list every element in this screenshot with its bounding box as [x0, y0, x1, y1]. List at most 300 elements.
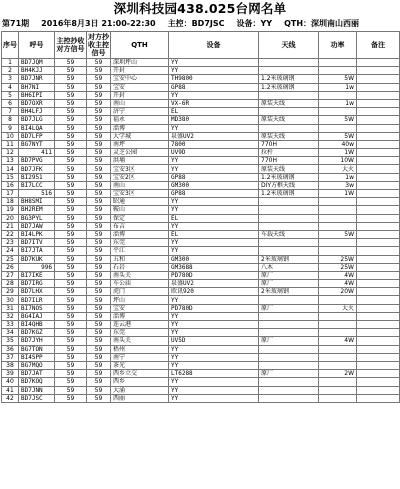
cell-callsign: BH2REM	[19, 206, 55, 214]
cell-equipment: YY	[169, 296, 259, 304]
cell-peer-rx: 59	[87, 255, 111, 263]
cell-host-rx: 59	[55, 140, 87, 148]
cell-equipment: YY	[169, 198, 259, 206]
cell-no: 37	[2, 353, 19, 361]
cell-note	[357, 312, 400, 320]
cell-callsign: BG3PYL	[19, 214, 55, 222]
table-row	[2, 190, 400, 198]
cell-note	[357, 83, 400, 91]
cell-no: 28	[2, 280, 19, 288]
cell-host-rx: 59	[55, 345, 87, 353]
cell-no: 5	[2, 91, 19, 99]
table-row	[2, 198, 400, 206]
cell-qth: 西乡	[111, 378, 169, 386]
cell-note	[357, 247, 400, 255]
cell-no: 23	[2, 239, 19, 247]
cell-power	[319, 321, 357, 329]
header-note: 备注	[357, 32, 400, 59]
cell-antenna	[259, 124, 319, 132]
cell-equipment: YY	[169, 321, 259, 329]
cell-power: 5W	[319, 116, 357, 124]
table-row	[2, 247, 400, 255]
cell-qth: 坪山	[111, 296, 169, 304]
cell-equipment: YY	[169, 222, 259, 230]
cell-qth: 茶光	[111, 361, 169, 369]
cell-callsign: BD7JYH	[19, 337, 55, 345]
cell-peer-rx: 59	[87, 91, 111, 99]
table-row	[2, 329, 400, 337]
cell-no: 34	[2, 329, 19, 337]
cell-power	[319, 378, 357, 386]
cell-antenna: 原厂	[259, 271, 319, 279]
cell-note	[357, 157, 400, 165]
table-row	[2, 353, 400, 361]
cell-qth: 昭通	[111, 198, 169, 206]
header-callsign: 呼号	[19, 32, 55, 59]
cell-antenna	[259, 361, 319, 369]
cell-antenna: 1.2米玻璃钢	[259, 83, 319, 91]
table-row	[2, 206, 400, 214]
cell-host-rx: 59	[55, 280, 87, 288]
cell-peer-rx: 59	[87, 239, 111, 247]
cell-peer-rx: 59	[87, 149, 111, 157]
cell-peer-rx: 59	[87, 394, 111, 402]
cell-peer-rx: 59	[87, 59, 111, 67]
cell-antenna	[259, 312, 319, 320]
cell-host-rx: 59	[55, 255, 87, 263]
cell-callsign: BD7KOQ	[19, 378, 55, 386]
cell-note	[357, 378, 400, 386]
cell-host-rx: 59	[55, 99, 87, 107]
table-row	[2, 214, 400, 222]
cell-qth: 东莞	[111, 329, 169, 337]
table-row	[2, 296, 400, 304]
cell-qth: 西乡立交	[111, 370, 169, 378]
cell-antenna: DIY方框天线	[259, 181, 319, 189]
cell-host-rx: 59	[55, 239, 87, 247]
cell-power	[319, 206, 357, 214]
cell-power	[319, 67, 357, 75]
cell-equipment: PD780D	[169, 304, 259, 312]
cell-no: 36	[2, 345, 19, 353]
table-row	[2, 222, 400, 230]
cell-host-rx: 59	[55, 149, 87, 157]
cell-peer-rx: 59	[87, 165, 111, 173]
cell-qth: 开封	[111, 91, 169, 99]
cell-power: 1W	[319, 190, 357, 198]
cell-note	[357, 353, 400, 361]
cell-antenna	[259, 91, 319, 99]
cell-note	[357, 263, 400, 271]
cell-peer-rx: 59	[87, 198, 111, 206]
cell-power: 大火	[319, 165, 357, 173]
cell-antenna: 原厂	[259, 370, 319, 378]
cell-callsign: 516	[19, 190, 55, 198]
cell-host-rx: 59	[55, 198, 87, 206]
cell-peer-rx: 59	[87, 75, 111, 83]
cell-antenna	[259, 321, 319, 329]
cell-note	[357, 67, 400, 75]
cell-qth: 宝安2区	[111, 173, 169, 181]
cell-note	[357, 190, 400, 198]
cell-equipment: TH9800	[169, 75, 259, 83]
cell-note	[357, 345, 400, 353]
roster-table	[1, 31, 400, 403]
cell-note	[357, 288, 400, 296]
cell-equipment: YY	[169, 394, 259, 402]
cell-note	[357, 149, 400, 157]
cell-equipment: YY	[169, 67, 259, 75]
table-row	[2, 140, 400, 148]
cell-power: 4W	[319, 280, 357, 288]
session-number: 第71期	[2, 19, 30, 28]
table-row	[2, 108, 400, 116]
cell-no: 20	[2, 214, 19, 222]
cell-callsign: BG7NYT	[19, 140, 55, 148]
cell-qth: 济宁	[111, 108, 169, 116]
header-power: 功率	[319, 32, 357, 59]
cell-power: 1w	[319, 83, 357, 91]
cell-note	[357, 75, 400, 83]
cell-power	[319, 386, 357, 394]
cell-power: 5W	[319, 75, 357, 83]
cell-peer-rx: 59	[87, 206, 111, 214]
cell-note	[357, 337, 400, 345]
cell-callsign: BD7JAW	[19, 222, 55, 230]
cell-power	[319, 59, 357, 67]
cell-equipment: EL	[169, 108, 259, 116]
table-row	[2, 132, 400, 140]
table-row	[2, 337, 400, 345]
cell-no: 6	[2, 99, 19, 107]
cell-callsign: BD7JSC	[19, 394, 55, 402]
cell-peer-rx: 59	[87, 108, 111, 116]
table-row	[2, 255, 400, 263]
cell-no: 41	[2, 386, 19, 394]
cell-equipment: LT6288	[169, 370, 259, 378]
cell-no: 9	[2, 124, 19, 132]
cell-power	[319, 91, 357, 99]
cell-qth: 保定	[111, 214, 169, 222]
cell-note	[357, 124, 400, 132]
cell-callsign: BI7JTA	[19, 247, 55, 255]
cell-qth: 淄博	[111, 124, 169, 132]
cell-antenna	[259, 206, 319, 214]
cell-antenna: 原装天线	[259, 116, 319, 124]
cell-equipment: 泉盛UV2	[169, 132, 259, 140]
cell-no: 12	[2, 149, 19, 157]
cell-note	[357, 394, 400, 402]
session-host: 主控：BD7JSC	[167, 19, 225, 28]
cell-no: 31	[2, 304, 19, 312]
cell-power	[319, 329, 357, 337]
cell-antenna	[259, 108, 319, 116]
cell-equipment: MD380	[169, 116, 259, 124]
cell-host-rx: 59	[55, 230, 87, 238]
cell-qth: 宝安	[111, 304, 169, 312]
cell-callsign: BH4KJJ	[19, 67, 55, 75]
cell-no: 25	[2, 255, 19, 263]
cell-callsign: BH8SMI	[19, 198, 55, 206]
table-row	[2, 321, 400, 329]
cell-antenna	[259, 59, 319, 67]
cell-power	[319, 345, 357, 353]
cell-peer-rx: 59	[87, 116, 111, 124]
cell-note	[357, 304, 400, 312]
cell-note	[357, 91, 400, 99]
cell-note	[357, 214, 400, 222]
cell-peer-rx: 59	[87, 361, 111, 369]
cell-peer-rx: 59	[87, 304, 111, 312]
cell-equipment: YY	[169, 239, 259, 247]
cell-host-rx: 59	[55, 67, 87, 75]
cell-power: 40w	[319, 140, 357, 148]
cell-host-rx: 59	[55, 124, 87, 132]
table-row	[2, 75, 400, 83]
cell-qth: 深圳坪山	[111, 59, 169, 67]
cell-peer-rx: 59	[87, 214, 111, 222]
cell-peer-rx: 59	[87, 190, 111, 198]
cell-callsign: BI7NOS	[19, 304, 55, 312]
cell-peer-rx: 59	[87, 157, 111, 165]
cell-equipment: YY	[169, 329, 259, 337]
cell-host-rx: 59	[55, 190, 87, 198]
cell-antenna	[259, 247, 319, 255]
cell-no: 8	[2, 116, 19, 124]
cell-host-rx: 59	[55, 394, 87, 402]
cell-antenna	[259, 386, 319, 394]
cell-callsign: BH6IPI	[19, 91, 55, 99]
header-host-rx: 主控抄收对方信号	[55, 32, 87, 59]
table-row	[2, 345, 400, 353]
cell-equipment: YY	[169, 165, 259, 173]
cell-callsign: BD7ILR	[19, 296, 55, 304]
cell-note	[357, 386, 400, 394]
cell-note	[357, 108, 400, 116]
cell-power: 1W	[319, 149, 357, 157]
cell-host-rx: 59	[55, 361, 87, 369]
cell-power: 大火	[319, 304, 357, 312]
cell-no: 2	[2, 67, 19, 75]
cell-peer-rx: 59	[87, 288, 111, 296]
cell-antenna	[259, 329, 319, 337]
cell-qth: 宝安3区	[111, 190, 169, 198]
cell-equipment: GM3688	[169, 263, 259, 271]
cell-qth: 西丽	[111, 394, 169, 402]
cell-no: 40	[2, 378, 19, 386]
cell-peer-rx: 59	[87, 378, 111, 386]
cell-equipment: YY	[169, 59, 259, 67]
cell-no: 10	[2, 132, 19, 140]
session-date-time: 2016年8月3日 21:00-22:30	[41, 19, 156, 28]
cell-peer-rx: 59	[87, 337, 111, 345]
session-qth: QTH：深圳南山西丽	[284, 19, 360, 28]
table-row	[2, 116, 400, 124]
cell-no: 13	[2, 157, 19, 165]
document-title: 深圳科技园438.025台网名单	[113, 1, 287, 16]
cell-qth: 灵芝公园	[111, 149, 169, 157]
cell-callsign: BD7OXR	[19, 99, 55, 107]
cell-equipment: YY	[169, 312, 259, 320]
cell-power: 25W	[319, 263, 357, 271]
cell-antenna	[259, 345, 319, 353]
table-row	[2, 230, 400, 238]
cell-note	[357, 99, 400, 107]
cell-power: 1w	[319, 99, 357, 107]
cell-antenna: 2米玻璃钢	[259, 288, 319, 296]
cell-qth: 车公庙	[111, 280, 169, 288]
cell-no: 27	[2, 271, 19, 279]
header-peer-rx: 对方抄收主控信号	[88, 33, 109, 57]
cell-antenna	[259, 214, 319, 222]
cell-note	[357, 370, 400, 378]
cell-qth: 虎门	[111, 288, 169, 296]
session-info	[0, 17, 400, 31]
table-row	[2, 91, 400, 99]
cell-no: 3	[2, 75, 19, 83]
cell-note	[357, 361, 400, 369]
cell-no: 42	[2, 394, 19, 402]
cell-equipment: YY	[169, 386, 259, 394]
cell-host-rx: 59	[55, 116, 87, 124]
cell-qth: 洪埔	[111, 157, 169, 165]
cell-host-rx: 59	[55, 91, 87, 99]
cell-no: 4	[2, 83, 19, 91]
cell-peer-rx: 59	[87, 321, 111, 329]
cell-host-rx: 59	[55, 271, 87, 279]
cell-note	[357, 321, 400, 329]
cell-peer-rx: 59	[87, 296, 111, 304]
cell-qth: 大涌	[111, 386, 169, 394]
cell-antenna: 原装天线	[259, 99, 319, 107]
cell-power	[319, 361, 357, 369]
cell-antenna: 原装天线	[259, 165, 319, 173]
cell-power: 1w	[319, 173, 357, 181]
cell-host-rx: 59	[55, 304, 87, 312]
cell-no: 17	[2, 190, 19, 198]
cell-callsign: 411	[19, 149, 55, 157]
cell-qth: 南头关	[111, 337, 169, 345]
cell-antenna: 原厂	[259, 280, 319, 288]
cell-qth: 东莞	[111, 239, 169, 247]
cell-qth: 开封	[111, 67, 169, 75]
cell-power: 20W	[319, 288, 357, 296]
cell-host-rx: 59	[55, 83, 87, 91]
cell-callsign: BG7MQO	[19, 361, 55, 369]
cell-callsign: BD7JNR	[19, 75, 55, 83]
cell-peer-rx: 59	[87, 181, 111, 189]
cell-callsign: BI4LPK	[19, 230, 55, 238]
cell-callsign: BI4LQA	[19, 124, 55, 132]
cell-no: 14	[2, 165, 19, 173]
cell-no: 29	[2, 288, 19, 296]
cell-power	[319, 124, 357, 132]
cell-note	[357, 206, 400, 214]
table-row	[2, 124, 400, 132]
cell-antenna: 1.2米玻璃钢	[259, 190, 319, 198]
cell-antenna: 1.2米玻璃钢	[259, 75, 319, 83]
cell-antenna	[259, 353, 319, 361]
table-row	[2, 288, 400, 296]
cell-power	[319, 296, 357, 304]
table-row	[2, 67, 400, 75]
cell-callsign: BD7KGZ	[19, 329, 55, 337]
cell-equipment: UV9D	[169, 149, 259, 157]
cell-peer-rx: 59	[87, 230, 111, 238]
cell-host-rx: 59	[55, 312, 87, 320]
cell-peer-rx: 59	[87, 353, 111, 361]
cell-callsign: BD7IRG	[19, 280, 55, 288]
table-row	[2, 165, 400, 173]
table-row	[2, 312, 400, 320]
cell-peer-rx: 59	[87, 67, 111, 75]
cell-no: 24	[2, 247, 19, 255]
cell-callsign: 996	[19, 263, 55, 271]
cell-equipment: PD780D	[169, 271, 259, 279]
cell-host-rx: 59	[55, 288, 87, 296]
cell-qth: 南坪	[111, 140, 169, 148]
cell-note	[357, 230, 400, 238]
cell-antenna	[259, 67, 319, 75]
cell-qth: 大学城	[111, 132, 169, 140]
cell-note	[357, 222, 400, 230]
cell-power	[319, 198, 357, 206]
cell-equipment: GM300	[169, 255, 259, 263]
cell-qth: 宝安	[111, 83, 169, 91]
cell-no: 30	[2, 296, 19, 304]
cell-power: 4W	[319, 337, 357, 345]
table-row	[2, 386, 400, 394]
cell-peer-rx: 59	[87, 222, 111, 230]
cell-peer-rx: 59	[87, 329, 111, 337]
cell-note	[357, 59, 400, 67]
cell-equipment: YY	[169, 247, 259, 255]
cell-antenna: 拉杆	[259, 149, 319, 157]
cell-no: 33	[2, 321, 19, 329]
cell-peer-rx: 59	[87, 370, 111, 378]
cell-antenna	[259, 378, 319, 386]
cell-equipment: 欧讯920	[169, 288, 259, 296]
cell-note	[357, 329, 400, 337]
cell-no: 32	[2, 312, 19, 320]
cell-equipment: UV5D	[169, 337, 259, 345]
cell-no: 7	[2, 108, 19, 116]
cell-host-rx: 59	[55, 59, 87, 67]
cell-qth: 南山	[111, 181, 169, 189]
cell-host-rx: 59	[55, 353, 87, 361]
cell-power	[319, 353, 357, 361]
cell-antenna	[259, 394, 319, 402]
cell-callsign: BD7ITV	[19, 239, 55, 247]
cell-power: 25W	[319, 255, 357, 263]
cell-qth: 福永	[111, 116, 169, 124]
cell-qth: 宝安3区	[111, 165, 169, 173]
cell-host-rx: 59	[55, 214, 87, 222]
cell-power: 5W	[319, 132, 357, 140]
cell-callsign: BI2951	[19, 173, 55, 181]
cell-host-rx: 59	[55, 206, 87, 214]
session-equipment: 设备：YY	[236, 19, 273, 28]
cell-callsign: BI4QHB	[19, 321, 55, 329]
cell-callsign: BD7JFK	[19, 165, 55, 173]
table-row	[2, 173, 400, 181]
cell-equipment: YY	[169, 378, 259, 386]
cell-peer-rx: 59	[87, 132, 111, 140]
cell-callsign: BD7JLG	[19, 116, 55, 124]
table-row	[2, 157, 400, 165]
cell-peer-rx: 59	[87, 140, 111, 148]
cell-no: 21	[2, 222, 19, 230]
